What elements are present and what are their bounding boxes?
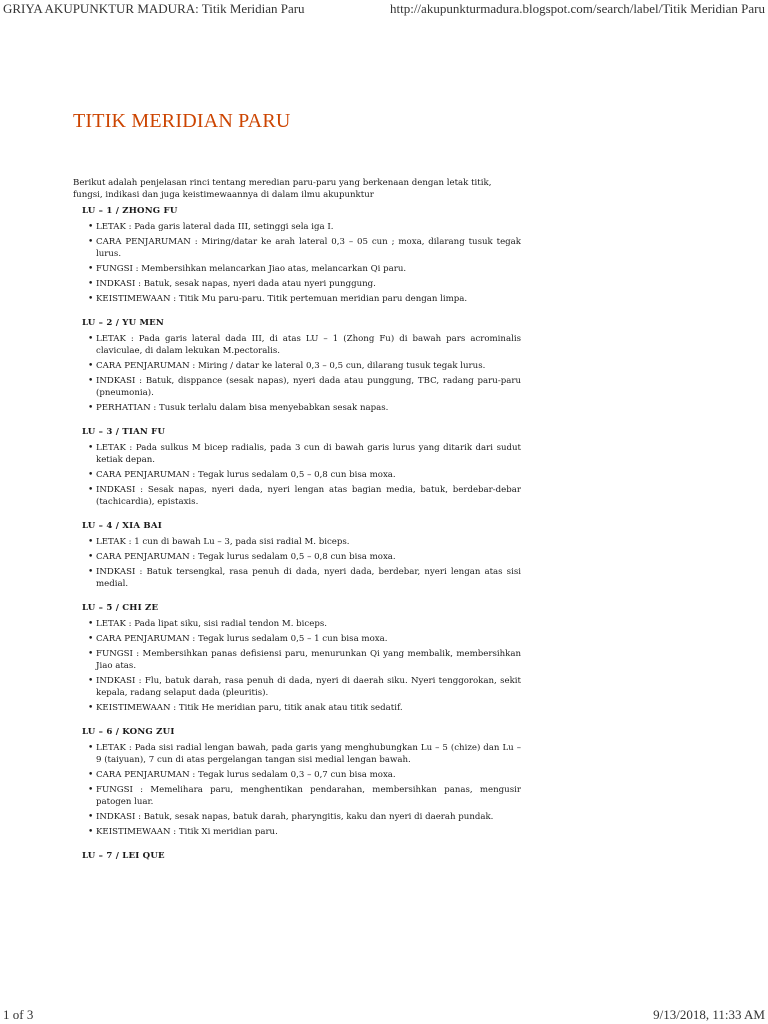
point-detail-item: • FUNGSI : Membersihkan panas defisiensi paru, menurunkan Qi yang membalik, membersihkan Jiao atas.: [73, 648, 521, 672]
point-section: [73, 726, 521, 838]
point-section: [73, 850, 521, 862]
point-heading: LU – 7 / LEI QUE: [82, 851, 165, 861]
point-detail-item: • LETAK : Pada sisi radial lengan bawah, pada garis yang menghubungkan Lu – 5 (chize) dan Lu – 9 (taiyuan), 7 cun di atas pergelangan tangan sisi medial lengan bawah.: [73, 742, 521, 766]
point-detail-item: • INDKASI : Batuk tersengkal, rasa penuh di dada, nyeri dada, berdebar, nyeri lengan atas sisi medial.: [73, 566, 521, 590]
point-detail-item: • LETAK : Pada garis lateral dada III, setinggi sela iga I.: [73, 221, 521, 233]
print-footer: [3, 1007, 765, 1023]
point-detail-list: [73, 442, 521, 508]
sections-container: [73, 205, 521, 862]
point-detail-item: • INDKASI : Batuk, disppance (sesak napas), nyeri dada atau punggung, TBC, radang paru-paru (pneumonia).: [73, 375, 521, 399]
point-detail-list: [73, 536, 521, 590]
print-timestamp: 9/13/2018, 11:33 AM: [653, 1007, 765, 1022]
point-detail-item: • KEISTIMEWAAN : Titik He meridian paru, titik anak atau titik sedatif.: [73, 702, 521, 714]
point-heading: LU – 5 / CHI ZE: [82, 603, 159, 613]
point-detail-item: • FUNGSI : Memelihara paru, menghentikan pendarahan, membersihkan panas, mengusir patogen luar.: [73, 784, 521, 808]
point-detail-item: • FUNGSI : Membersihkan melancarkan Jiao atas, melancarkan Qi paru.: [73, 263, 521, 275]
point-detail-item: • LETAK : 1 cun di bawah Lu – 3, pada sisi radial M. biceps.: [73, 536, 521, 548]
print-header-title: GRIYA AKUPUNKTUR MADURA: Titik Meridian Paru: [3, 1, 305, 16]
point-detail-item: • KEISTIMEWAAN : Titik Mu paru-paru. Titik pertemuan meridian paru dengan limpa.: [73, 293, 521, 305]
point-detail-list: [73, 221, 521, 305]
point-heading: LU – 4 / XIA BAI: [82, 521, 162, 531]
point-detail-list: [73, 618, 521, 714]
intro-paragraph: Berikut adalah penjelasan rinci tentang meredian paru-paru yang berkenaan dengan letak titik, fungsi, indikasi dan juga keistimewaannya di dalam ilmu akupunktur: [73, 178, 492, 200]
post-body: [73, 177, 521, 874]
print-header: [3, 1, 765, 17]
point-detail-item: • INDKASI : Flu, batuk darah, rasa penuh di dada, nyeri di daerah siku. Nyeri tenggorokan, sekit kepala, radang selaput dada (pleuritis).: [73, 675, 521, 699]
post-title: TITIK MERIDIAN PARU: [73, 110, 291, 132]
point-detail-item: • CARA PENJARUMAN : Miring/datar ke arah lateral 0,3 – 05 cun ; moxa, dilarang tusuk tegak lurus.: [73, 236, 521, 260]
point-detail-item: • CARA PENJARUMAN : Tegak lurus sedalam 0,5 – 0,8 cun bisa moxa.: [73, 551, 521, 563]
print-header-url: http://akupunkturmadura.blogspot.com/search/label/Titik Meridian Paru: [389, 1, 765, 16]
point-section: [73, 317, 521, 414]
point-detail-item: • LETAK : Pada sulkus M bicep radialis, pada 3 cun di bawah garis lurus yang ditarik dari sudut ketiak depan.: [73, 442, 521, 466]
point-section: [73, 520, 521, 590]
point-detail-list: [73, 742, 521, 838]
point-detail-item: • LETAK : Pada garis lateral dada III, di atas LU – 1 (Zhong Fu) di bawah pars acrominalis claviculae, di dalam lekukan M.pectoralis.: [73, 333, 521, 357]
point-detail-list: [73, 333, 521, 414]
point-detail-item: • LETAK : Pada lipat siku, sisi radial tendon M. biceps.: [73, 618, 521, 630]
point-detail-item: • KEISTIMEWAAN : Titik Xi meridian paru.: [73, 826, 521, 838]
point-section: [73, 426, 521, 508]
page-number: 1 of 3: [3, 1007, 34, 1022]
point-detail-item: • INDKASI : Batuk, sesak napas, nyeri dada atau nyeri punggung.: [73, 278, 521, 290]
point-heading: LU – 2 / YU MEN: [82, 318, 164, 328]
point-section: [73, 205, 521, 305]
point-detail-item: • CARA PENJARUMAN : Tegak lurus sedalam 0,5 – 1 cun bisa moxa.: [73, 633, 521, 645]
point-detail-item: • CARA PENJARUMAN : Tegak lurus sedalam 0,5 – 0,8 cun bisa moxa.: [73, 469, 521, 481]
point-detail-item: • PERHATIAN : Tusuk terlalu dalam bisa menyebabkan sesak napas.: [73, 402, 521, 414]
point-detail-item: • INDKASI : Sesak napas, nyeri dada, nyeri lengan atas bagian media, batuk, berdebar-debar (tachicardia), epistaxis.: [73, 484, 521, 508]
point-heading: LU – 6 / KONG ZUI: [82, 727, 175, 737]
point-section: [73, 602, 521, 714]
point-detail-item: • INDKASI : Batuk, sesak napas, batuk darah, pharyngitis, kaku dan nyeri di daerah pundak.: [73, 811, 521, 823]
point-heading: LU – 1 / ZHONG FU: [82, 206, 178, 216]
point-detail-item: • CARA PENJARUMAN : Tegak lurus sedalam 0,3 – 0,7 cun bisa moxa.: [73, 769, 521, 781]
point-heading: LU – 3 / TIAN FU: [82, 427, 166, 437]
point-detail-item: • CARA PENJARUMAN : Miring / datar ke lateral 0,3 – 0,5 cun, dilarang tusuk tegak lurus.: [73, 360, 521, 372]
